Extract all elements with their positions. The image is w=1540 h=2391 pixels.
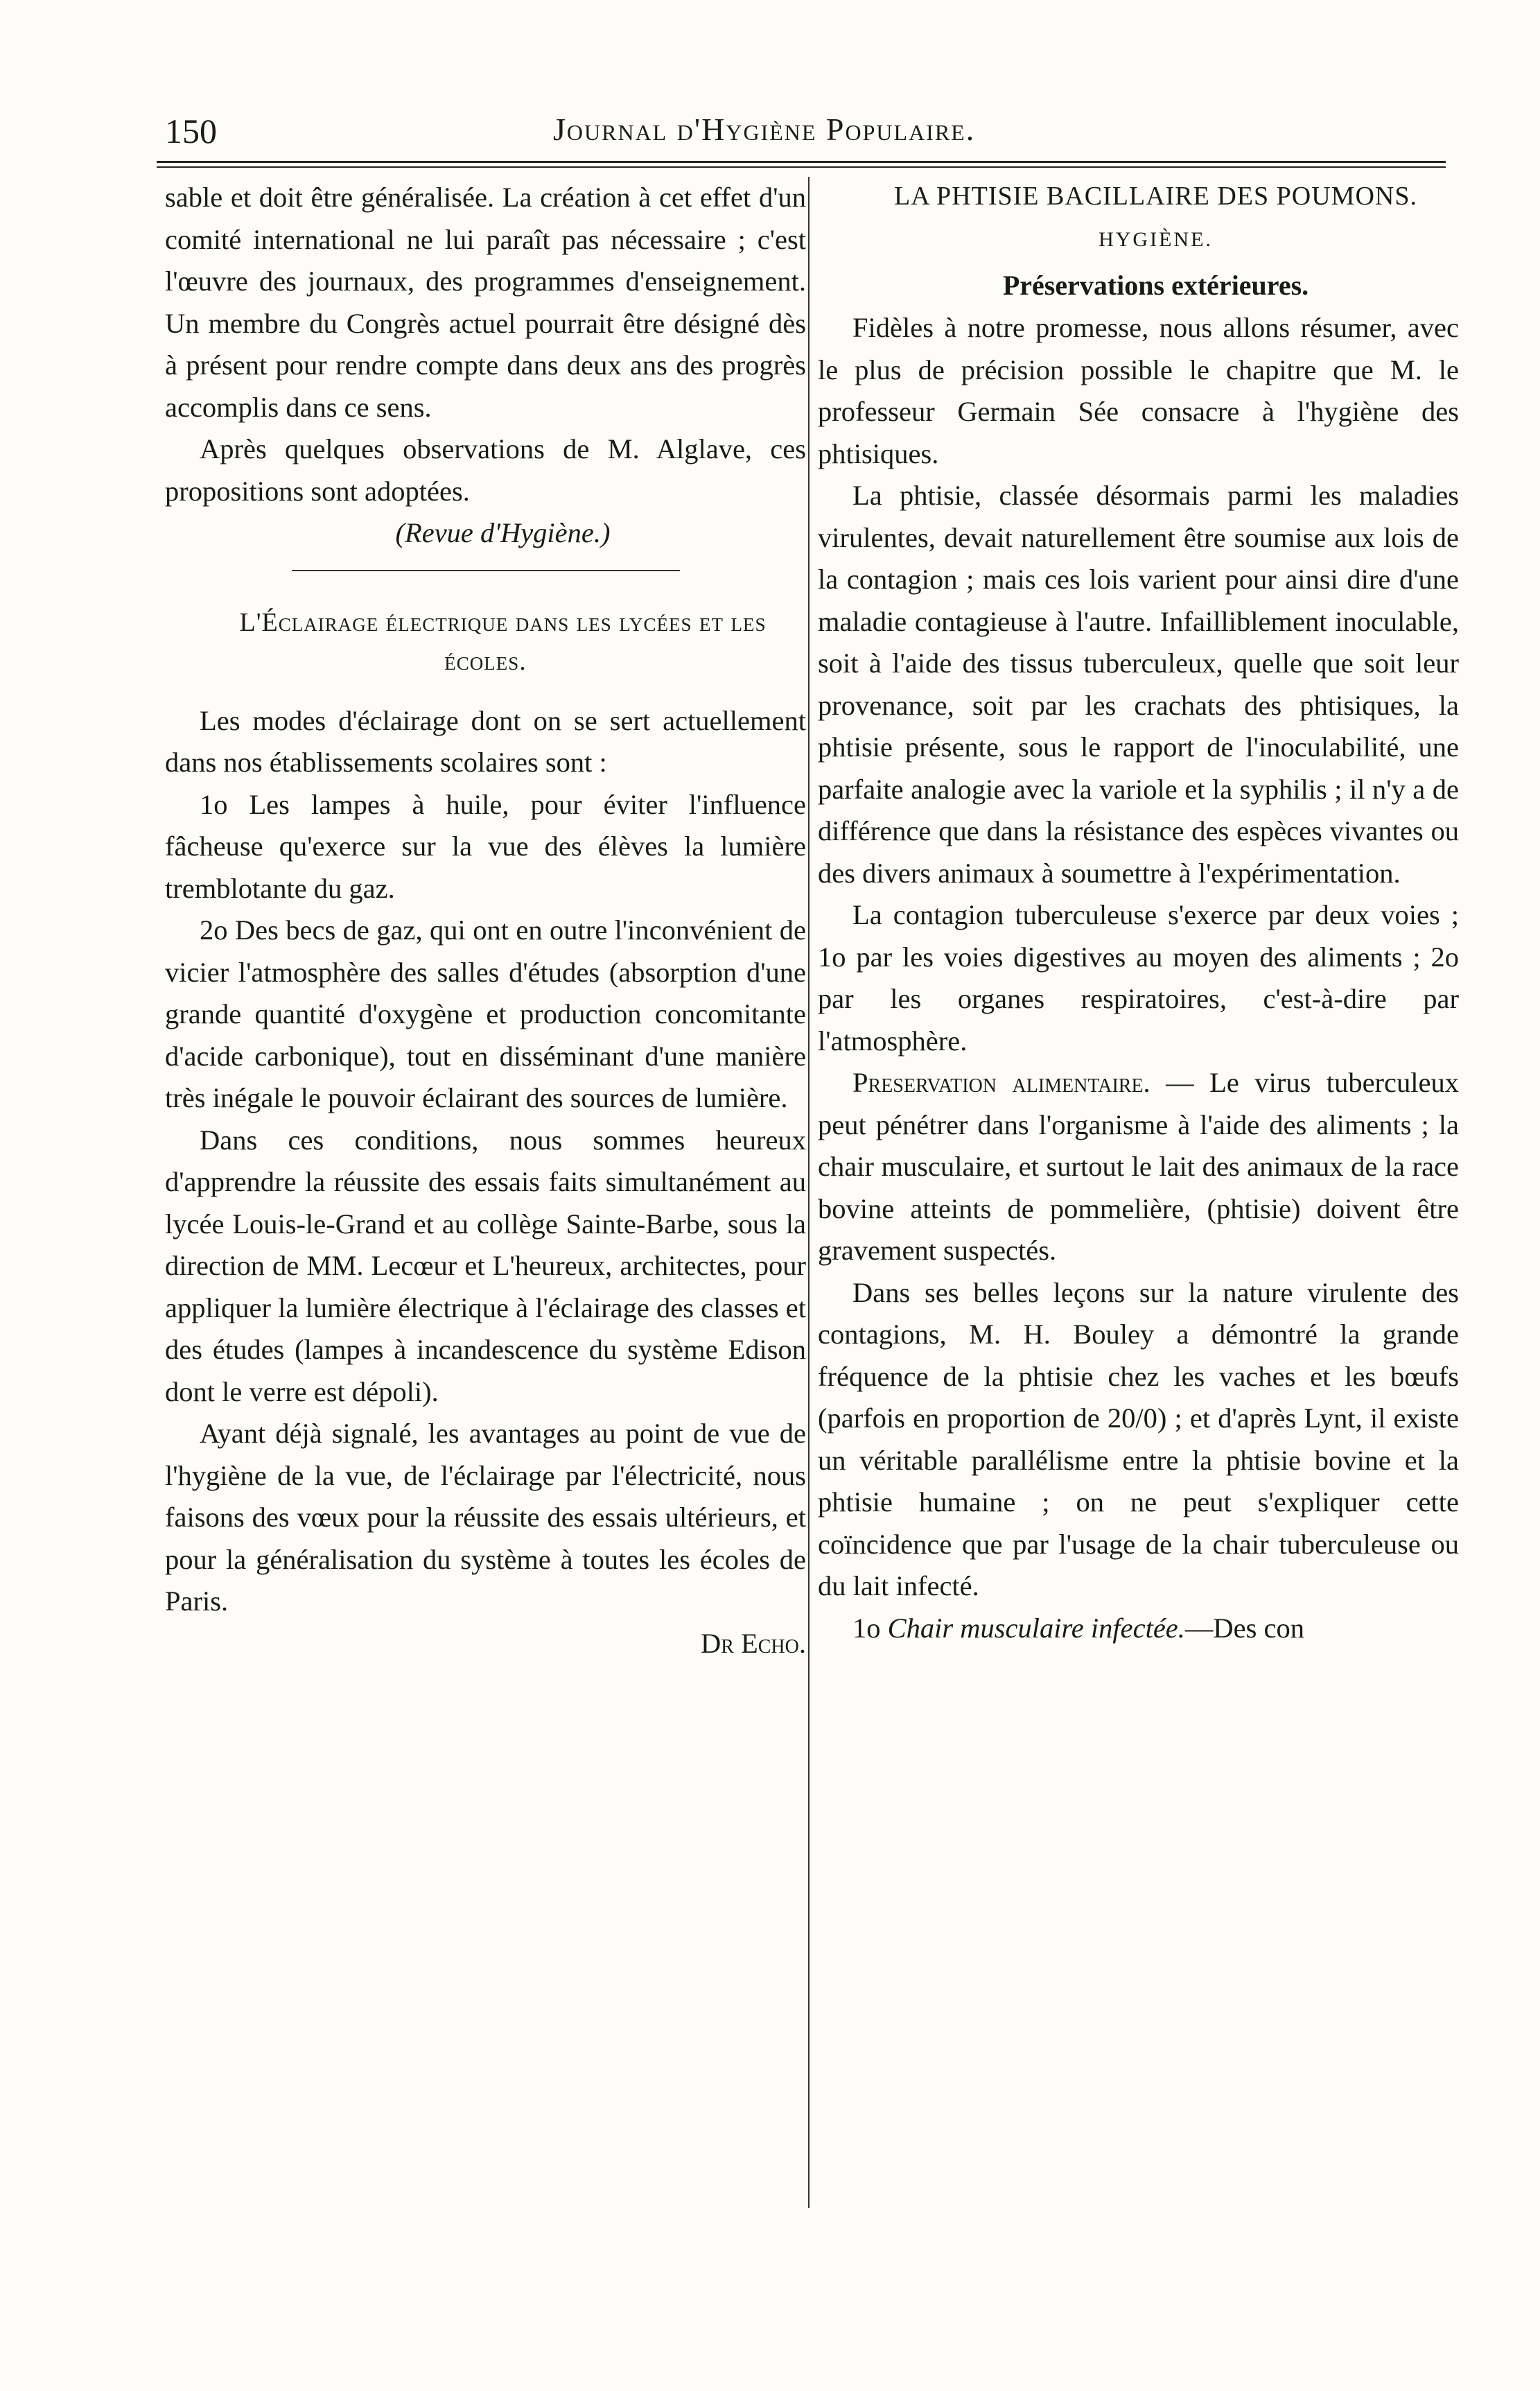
spacer xyxy=(165,681,806,700)
subheading-preservations: Préservations extérieures. xyxy=(1002,270,1309,301)
paragraph-intro: sable et doit être généralisée. La création à cet effet d'un comité international ne lui paraît pas nécessaire ; c'est l'œuvre des journaux, des programmes d'enseignement. Un membre du Congrès actuel pourrait être désigné dès à présent pour rendre compte dans deux ans des progrès accomplis dans ce sens. xyxy=(165,182,806,423)
paragraph-lampes: 1o Les lampes à huile, pour éviter l'influence fâcheuse qu'exerce sur la vue des élèves la lumière tremblotante du gaz. xyxy=(165,788,806,904)
run-in-heading: Preservation alimentaire. xyxy=(852,1067,1150,1098)
signature: Dr Echo. xyxy=(700,1627,806,1659)
paragraph-chair-musculaire xyxy=(818,1608,1459,1650)
paragraph-modes: Les modes d'éclairage dont on se sert actuellement dans nos établissements scolaires sont : xyxy=(165,704,806,778)
header-rule-bottom xyxy=(157,166,1446,168)
paragraph-lecons: Dans ses belles leçons sur la nature virulente des contagions, M. H. Bouley a démontré la grande fréquence de la phtisie chez les vaches et les bœufs (parfois en proportion de 20/0) ; et d'après Lynt, il existe un véritable parallélisme entre la phtisie bovine et la phtisie humaine ; on ne peut s'expliquer cette coïncidence que par l'usage de la chair tuberculeuse ou du lait infecté. xyxy=(818,1276,1459,1601)
running-title: Journal d'Hygiène Populaire. xyxy=(553,112,976,147)
page-number: 150 xyxy=(165,112,217,150)
paragraph-contagion: La contagion tuberculeuse s'exerce par deux voies ; 1o par les voies digestives au moyen des aliments ; 2o par les organes respiratoires, c'est-à-dire par l'atmosphère. xyxy=(818,899,1459,1057)
paragraph-conditions: Dans ces conditions, nous sommes heureux d'apprendre la réussite des essais faits simultanément au lycée Louis-le-Grand et au collège Sainte-Barbe, sous la direction de MM. Lecœur et L'heureux, architectes, pour appliquer la lumière électrique à l'éclairage des classes et des études (lampes à incandescence du système Edison dont le verre est dépoli). xyxy=(165,1124,806,1407)
paragraph-observations: Après quelques observations de M. Alglave, ces propositions sont adoptées. xyxy=(165,433,806,507)
article-heading-phtisie: LA PHTISIE BACILLAIRE DES POUMONS. xyxy=(894,182,1417,211)
column-divider xyxy=(808,177,810,2208)
paragraph-phtisie: La phtisie, classée désormais parmi les maladies virulentes, devait naturellement être soumise aux lois de la contagion ; mais ces lois varient pour ainsi dire d'une maladie contagieuse à l'autre. Infailliblement inoculable, soit à l'aide des tissus tuberculeux, quelle que soit leur provenance, soit par les crachats des phtisiques, la phtisie présente, sous le rapport de l'inoculabilité, une parfaite analogie avec la variole et la syphilis ; il n'y a de différence que dans la résistance des espèces vivantes ou des divers animaux à soumettre à l'expérimentation. xyxy=(818,480,1459,889)
paragraph-promesse: Fidèles à notre promesse, nous allons résumer, avec le plus de précision possible le chapitre que M. le professeur Germain Sée consacre à l'hygiène des phtisiques. xyxy=(818,312,1459,469)
paragraph-text: — Le virus tuberculeux peut pénétrer dans l'organisme à l'aide des aliments ; la chair musculaire, et surtout le lait des animaux de la race bovine atteints de pommelière, (phtisie) doivent être gravement suspectés. xyxy=(818,1067,1459,1266)
left-column xyxy=(165,177,806,2277)
paragraph-avantages: Ayant déjà signalé, les avantages au point de vue de l'hygiène de la vue, de l'éclairage par l'électricité, nous faisons des vœux pour la réussite des essais ultérieurs, et pour la généralisation du système à toutes les écoles de Paris. xyxy=(165,1418,806,1617)
section-divider xyxy=(292,570,680,571)
run-in-italic: Chair musculaire infectée. xyxy=(887,1612,1185,1644)
paragraph-preservation-alimentaire xyxy=(818,1062,1459,1272)
paragraph-text: —Des con xyxy=(1184,1612,1305,1644)
list-number: 1o xyxy=(852,1612,888,1644)
article-heading-eclairage: L'Éclairage électrique dans les lycées et les écoles. xyxy=(239,607,767,676)
page-header xyxy=(165,103,1439,151)
header-rule-top xyxy=(157,161,1446,163)
right-column xyxy=(818,177,1459,2277)
source-citation: (Revue d'Hygiène.) xyxy=(395,517,611,548)
subheading-hygiene: HYGIÈNE. xyxy=(1099,228,1213,251)
paragraph-becs-gaz: 2o Des becs de gaz, qui ont en outre l'inconvénient de vicier l'atmosphère des salles d'études (absorption d'une grande quantité d'oxygène et production concomitante d'acide carbonique), tout en disséminant d'une manière très inégale le pouvoir éclairant des sources de lumière. xyxy=(165,914,806,1113)
